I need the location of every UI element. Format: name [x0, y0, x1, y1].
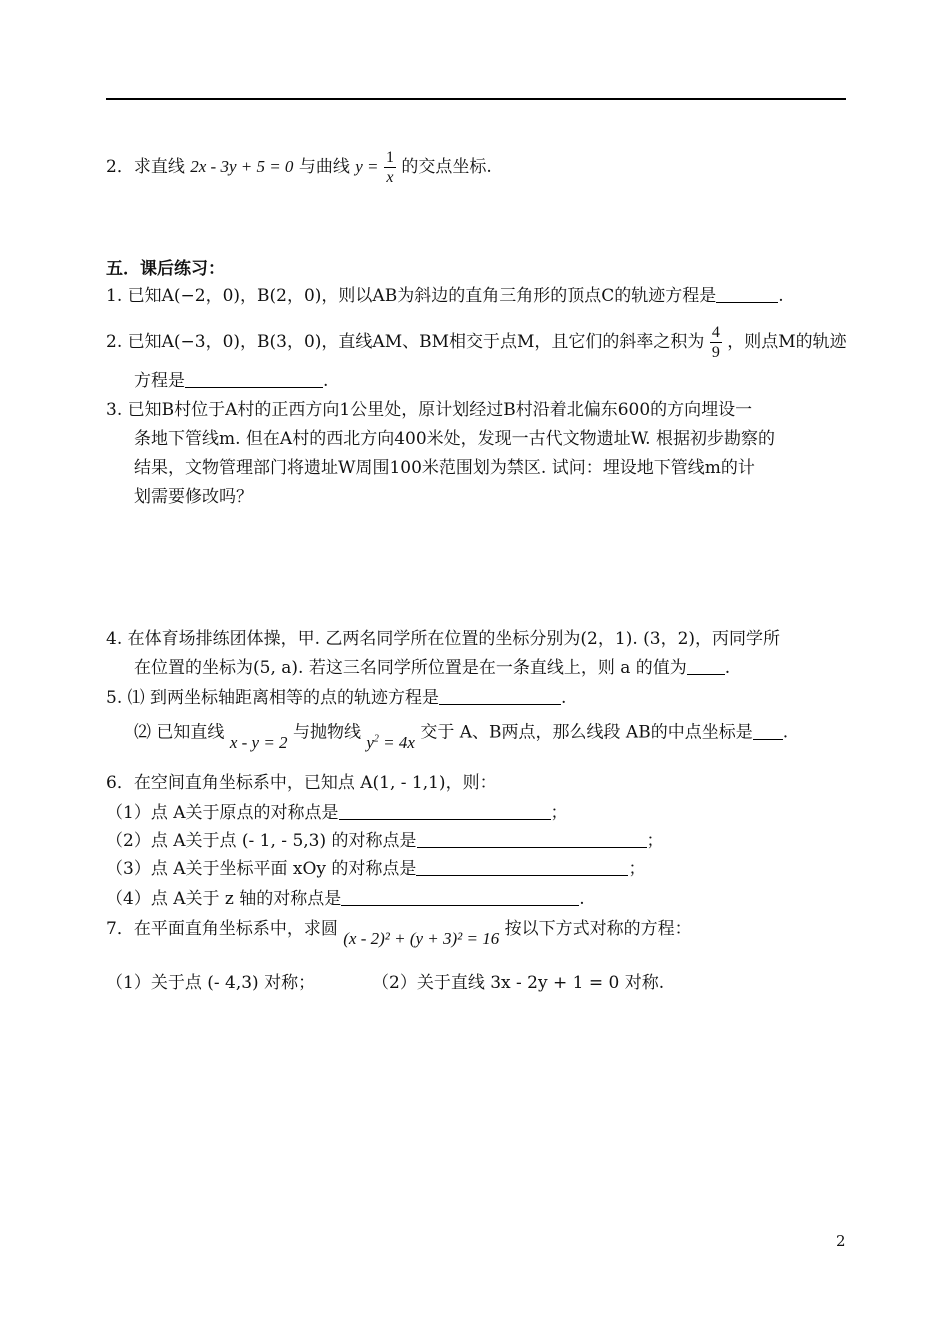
- q2-fraction: [384, 148, 396, 187]
- problem-7-suffix: 按以下方式对称的方程：: [504, 919, 692, 939]
- problem-2-end: .: [323, 371, 329, 391]
- problem-5-part-2: [134, 718, 789, 752]
- problem-2-text: 2. 已知A(−3，0)，B(3，0)，直线AM、BM相交于点M，且它们的斜率之积为: [106, 332, 705, 352]
- problem-6-intro: 6．在空间直角坐标系中，已知点 A(1, - 1,1)，则：: [106, 773, 497, 793]
- answer-blank: [341, 889, 579, 906]
- problem-4-line-2-text: 在位置的坐标为(5, a). 若这三名同学所位置是在一条直线上，则 a 的值为: [134, 658, 687, 678]
- answer-blank: [687, 658, 725, 675]
- problem-2: [106, 323, 847, 362]
- section-heading: 五．课后练习：: [106, 259, 225, 279]
- fraction-numerator: 4: [711, 324, 720, 341]
- q2-line-equation: 2x - 3y + 5 = 0: [190, 157, 294, 176]
- problem-5-part-2-text-a: ⑵ 已知直线: [134, 722, 225, 743]
- problem-3-line-4: 划需要修改吗？: [134, 487, 253, 507]
- answer-blank: [185, 371, 323, 388]
- problem-6-item-4-end: .: [579, 889, 585, 909]
- problem-5-part-1-text: 5. ⑴ 到两坐标轴距离相等的点的轨迹方程是: [106, 688, 440, 708]
- problem-5-part-2-end: .: [782, 722, 789, 743]
- header-rule: [106, 98, 846, 100]
- problem-7-sub-2: （2）关于直线 3x - 2y + 1 = 0 对称.: [372, 973, 665, 993]
- problem-5-part-1: [106, 687, 566, 709]
- problem-4-line-1: 4. 在体育场排练团体操，甲. 乙两名同学所在位置的坐标分别为(2，1). (3，2)，丙同学所: [106, 629, 781, 649]
- problem-1-end: .: [778, 286, 784, 306]
- problem-4-end: .: [724, 658, 731, 678]
- answer-blank: [753, 723, 783, 740]
- q2-curve-lhs: y =: [355, 157, 379, 176]
- problem-3-line-3: 结果，文物管理部门将遗址W周围100米范围划为禁区. 试问：埋设地下管线m的计: [134, 458, 755, 478]
- problem-6-item-2-end: ；: [646, 831, 664, 851]
- q2-fraction-numerator: 1: [385, 149, 394, 166]
- circle-equation: (x - 2)² + (y + 3)² = 16: [343, 929, 500, 948]
- problem-6-item-4-text: （4）点 A关于 z 轴的对称点是: [106, 889, 342, 909]
- answer-blank: [339, 803, 551, 820]
- problem-6-item-4: [106, 888, 585, 910]
- answer-blank: [439, 688, 561, 705]
- problem-3-line-1: 3. 已知B村位于A村的正西方向1公里处，原计划经过B村沿着北偏东600的方向埋设一: [106, 400, 753, 420]
- problem-6-item-3-text: （3）点 A关于坐标平面 xOy 的对称点是: [106, 859, 417, 879]
- problem-7-prefix: 7．在平面直角坐标系中，求圆: [106, 919, 338, 939]
- problem-2-text-2: ，则点M的轨迹: [727, 332, 847, 352]
- problem-6-item-3: [106, 858, 645, 880]
- problem-6-item-1-text: （1）点 A关于原点的对称点是: [106, 803, 339, 823]
- problem-3-line-2: 条地下管线m. 但在A村的西北方向400米处，发现一古代文物遗址W. 根据初步勘察的: [134, 429, 775, 449]
- parabola-equation: [366, 733, 415, 752]
- q2-mid: 与曲线: [298, 157, 350, 177]
- problem-7-sub-1: （1）关于点 (- 4,3) 对称；: [106, 973, 316, 993]
- q2-prefix: 2．求直线: [106, 157, 185, 177]
- line-equation: x - y = 2: [229, 732, 288, 752]
- problem-2-fraction: [710, 323, 722, 362]
- problem-6-item-3-end: ；: [628, 859, 646, 879]
- page-number: 2: [836, 1232, 846, 1250]
- problem-5-part-2-text-b: 与抛物线: [292, 722, 361, 743]
- parabola-rhs: = 4x: [378, 732, 415, 752]
- parabola-lhs: y: [366, 732, 374, 752]
- parabola-exponent: 2: [373, 733, 379, 744]
- problem-6-item-2: [106, 830, 664, 852]
- problem-6-item-1: [106, 802, 568, 824]
- answer-blank: [417, 831, 647, 848]
- q2-fraction-denominator: x: [386, 169, 394, 186]
- problem-7: [106, 918, 692, 948]
- problem-5-part-2-text-c: 交于 A、B两点，那么线段 AB的中点坐标是: [420, 722, 753, 743]
- q2-suffix: 的交点坐标.: [401, 157, 492, 177]
- answer-blank: [416, 859, 628, 876]
- problem-2-line-2-text: 方程是: [134, 371, 185, 391]
- problem-6-item-2-text: （2）点 A关于点 (- 1, - 5,3) 的对称点是: [106, 831, 417, 851]
- question-2: [106, 148, 492, 187]
- problem-1: [106, 285, 784, 307]
- problem-2-line-2: [134, 370, 328, 392]
- problem-1-text: 1. 已知A(−2，0)，B(2，0)，则以AB为斜边的直角三角形的顶点C的轨迹方程是: [106, 286, 717, 306]
- fraction-denominator: 9: [711, 344, 720, 361]
- problem-5-part-1-end: .: [561, 688, 567, 708]
- answer-blank: [716, 286, 778, 303]
- problem-4-line-2: [134, 657, 730, 679]
- problem-6-item-1-end: ；: [550, 803, 568, 823]
